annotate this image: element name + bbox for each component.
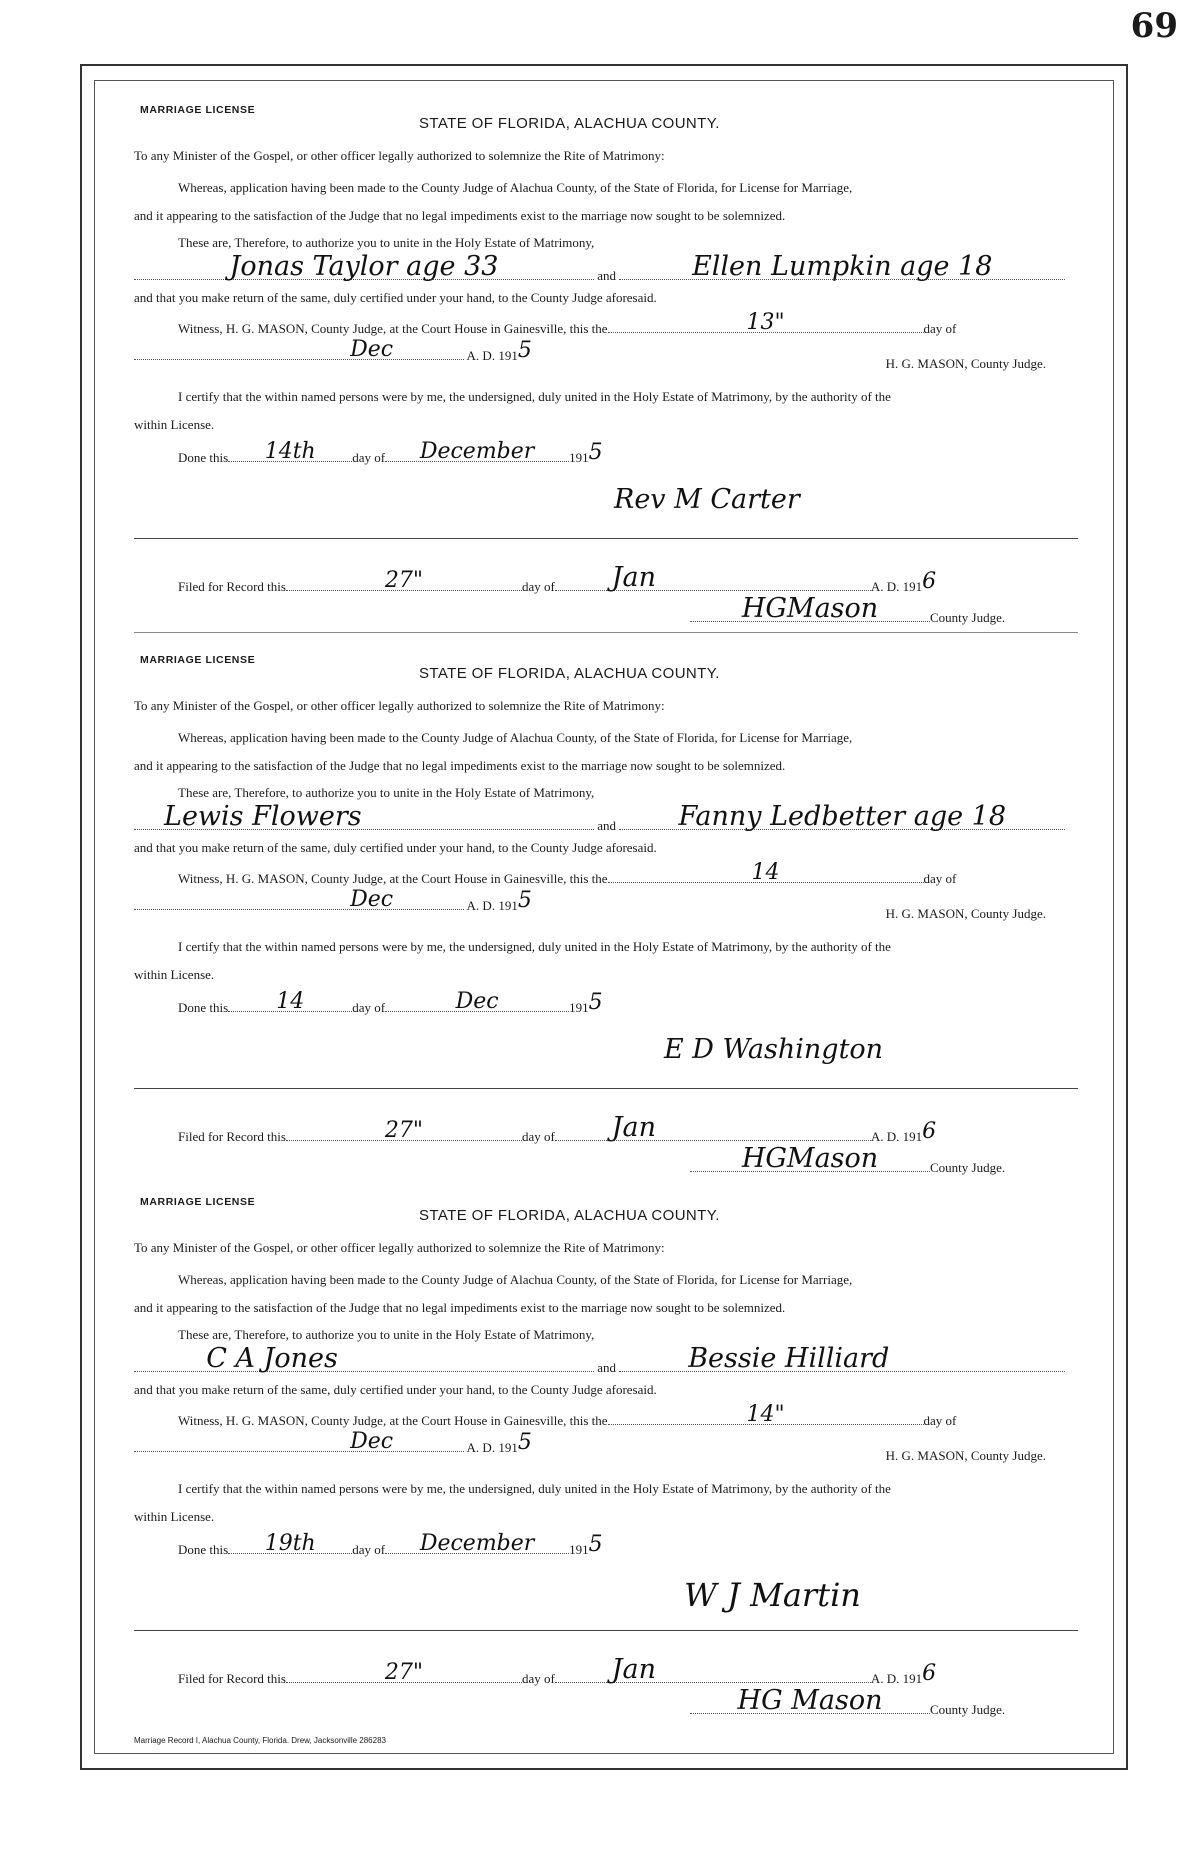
authorize-clause: These are, Therefore, to authorize you to unite in the Holy Estate of Matrimony, [178,235,595,250]
filed-label: Filed for Record this [178,579,286,594]
license-title: STATE OF FLORIDA, ALACHUA COUNTY. [419,665,720,682]
bride-name: Fanny Ledbetter age 18 [678,801,1007,832]
judge-signature: HGMason [741,593,879,624]
groom-name: Lewis Flowers [164,801,362,832]
within-license: within License. [134,967,215,982]
done-day: 14th [264,439,316,464]
witness-line [178,1402,1078,1429]
witness-year: 5 [517,338,532,363]
filed-month: Jan [611,1112,656,1143]
within-license: within License. [134,1509,215,1524]
filed-ad-label: A. D. 191 [870,1671,923,1686]
done-month: December [419,439,535,464]
ad-label: A. D. 191 [466,898,518,913]
done-year-prefix: 191 [569,1000,589,1015]
done-year: 5 [588,1532,603,1557]
appearing-clause: and it appearing to the satisfaction of the Judge that no legal impediments exist to the marriage now sought to be solemnized. [134,208,786,223]
filed-line [178,1654,1078,1687]
witness-text: Witness, H. G. MASON, County Judge, at the Court House in Gainesville, this the [178,871,608,886]
day-of-label: day of [923,321,957,336]
whereas-clause: Whereas, application having been made to the County Judge of Alachua County, of the State of Florida, for License for Marriage, [178,1272,853,1287]
authorize-clause: These are, Therefore, to authorize you to unite in the Holy Estate of Matrimony, [178,1327,595,1342]
done-year-prefix: 191 [569,450,589,465]
done-line [178,1531,1078,1558]
done-this-label: Done this [178,450,229,465]
filed-label: Filed for Record this [178,1671,286,1686]
judge-signature: HG Mason [737,1685,883,1716]
appearing-clause: and it appearing to the satisfaction of the Judge that no legal impediments exist to the marriage now sought to be solemnized. [134,758,786,773]
done-this-label: Done this [178,1000,229,1015]
done-day-of-label: day of [352,1542,386,1557]
page-number: 69 [1130,6,1178,46]
parties-line [134,801,1078,834]
marriage-license-3 [134,1196,1078,1726]
judge-printed-name: H. G. MASON, County Judge. [885,356,1046,371]
witness-day: 13" [746,310,785,335]
filed-line [178,562,1078,595]
certify-clause: I certify that the within named persons were by me, the undersigned, duly united in the Holy Estate of Matrimony, by the authority of the [178,939,891,954]
filed-year: 6 [922,1661,937,1686]
filed-ad-label: A. D. 191 [870,579,923,594]
certify-clause: I certify that the within named persons were by me, the undersigned, duly united in the Holy Estate of Matrimony, by the authority of the [178,389,891,404]
judge-signature-line [690,1143,1006,1176]
filed-day-of-label: day of [521,1671,555,1686]
officiant-line [614,484,800,515]
bride-name: Ellen Lumpkin age 18 [692,251,993,282]
judge-printed-name: H. G. MASON, County Judge. [885,1448,1046,1463]
judge-printed-name: H. G. MASON, County Judge. [885,906,1046,921]
day-of-label: day of [923,1413,957,1428]
done-month: Dec [455,989,499,1014]
section-divider [134,1088,1078,1089]
judge-signature-line [690,593,1006,626]
and-label: and [597,818,617,833]
marriage-license-2 [134,654,1078,1184]
return-clause: and that you make return of the same, duly certified under your hand, to the County Judge aforesaid. [134,290,657,305]
witness-text: Witness, H. G. MASON, County Judge, at the Court House in Gainesville, this the [178,321,608,336]
footer-note: Marriage Record I, Alachua County, Florida. Drew, Jacksonville 286283 [134,1736,386,1745]
whereas-clause: Whereas, application having been made to the County Judge of Alachua County, of the State of Florida, for License for Marriage, [178,180,853,195]
witness-day: 14" [746,1402,785,1427]
filed-label: Filed for Record this [178,1129,286,1144]
witness-day: 14 [751,860,780,885]
done-day-of-label: day of [352,1000,386,1015]
witness-month: Dec [350,887,394,912]
appearing-clause: and it appearing to the satisfaction of the Judge that no legal impediments exist to the marriage now sought to be solemnized. [134,1300,786,1315]
witness-month: Dec [350,1429,394,1454]
filed-day-of-label: day of [521,1129,555,1144]
marriage-license-1 [134,104,1078,634]
judge-signature: HGMason [741,1143,879,1174]
done-year: 5 [588,440,603,465]
filed-day: 27" [384,1118,424,1143]
officiant-line [664,1034,883,1065]
witness-line [178,310,1078,337]
license-title: STATE OF FLORIDA, ALACHUA COUNTY. [419,1207,720,1224]
officiant-signature: E D Washington [664,1034,884,1065]
return-clause: and that you make return of the same, duly certified under your hand, to the County Judge aforesaid. [134,1382,657,1397]
whereas-clause: Whereas, application having been made to the County Judge of Alachua County, of the State of Florida, for License for Marriage, [178,730,853,745]
section-divider [134,1630,1078,1631]
groom-name: Jonas Taylor age 33 [229,251,499,282]
section-divider [134,538,1078,539]
salutation: To any Minister of the Gospel, or other officer legally authorized to solemnize the Rite of Matrimony: [134,698,665,713]
done-this-label: Done this [178,1542,229,1557]
officiant-signature: W J Martin [684,1576,861,1614]
officiant-signature: Rev M Carter [614,484,800,515]
officiant-line [684,1576,861,1614]
witness-month: Dec [350,337,394,362]
license-title: STATE OF FLORIDA, ALACHUA COUNTY. [419,115,720,132]
done-day-of-label: day of [352,450,386,465]
done-line [178,989,1078,1016]
done-year: 5 [588,990,603,1015]
bride-name: Bessie Hilliard [688,1343,890,1374]
ad-label: A. D. 191 [466,1440,518,1455]
witness-line [178,860,1078,887]
certify-clause: I certify that the within named persons were by me, the undersigned, duly united in the Holy Estate of Matrimony, by the authority of the [178,1481,891,1496]
authorize-clause: These are, Therefore, to authorize you to unite in the Holy Estate of Matrimony, [178,785,595,800]
and-label: and [597,1360,617,1375]
groom-name: C A Jones [206,1343,338,1374]
done-year-prefix: 191 [569,1542,589,1557]
done-day: 14 [276,989,305,1014]
county-judge-label: County Judge. [930,1160,1006,1175]
section-divider [134,632,1078,633]
ad-label: A. D. 191 [466,348,518,363]
county-judge-label: County Judge. [930,1702,1006,1717]
filed-day: 27" [384,1660,424,1685]
filed-day: 27" [384,568,424,593]
judge-signature-line [690,1685,1006,1718]
done-month: December [419,1531,535,1556]
done-line [178,439,1078,466]
filed-line [178,1112,1078,1145]
filed-month: Jan [611,562,656,593]
county-judge-label: County Judge. [930,610,1006,625]
filed-day-of-label: day of [521,579,555,594]
witness-text: Witness, H. G. MASON, County Judge, at the Court House in Gainesville, this the [178,1413,608,1428]
filed-month: Jan [611,1654,656,1685]
parties-line [134,251,1078,284]
done-day: 19th [264,1531,316,1556]
day-of-label: day of [923,871,957,886]
within-license: within License. [134,417,215,432]
witness-year: 5 [517,1430,532,1455]
license-label: MARRIAGE LICENSE [140,104,256,116]
parties-line [134,1343,1078,1376]
filed-ad-label: A. D. 191 [870,1129,923,1144]
license-label: MARRIAGE LICENSE [140,1196,256,1208]
filed-year: 6 [922,569,937,594]
filed-year: 6 [922,1119,937,1144]
witness-year: 5 [517,888,532,913]
return-clause: and that you make return of the same, duly certified under your hand, to the County Judge aforesaid. [134,840,657,855]
license-label: MARRIAGE LICENSE [140,654,256,666]
salutation: To any Minister of the Gospel, or other officer legally authorized to solemnize the Rite of Matrimony: [134,1240,665,1255]
salutation: To any Minister of the Gospel, or other officer legally authorized to solemnize the Rite of Matrimony: [134,148,665,163]
and-label: and [597,268,617,283]
